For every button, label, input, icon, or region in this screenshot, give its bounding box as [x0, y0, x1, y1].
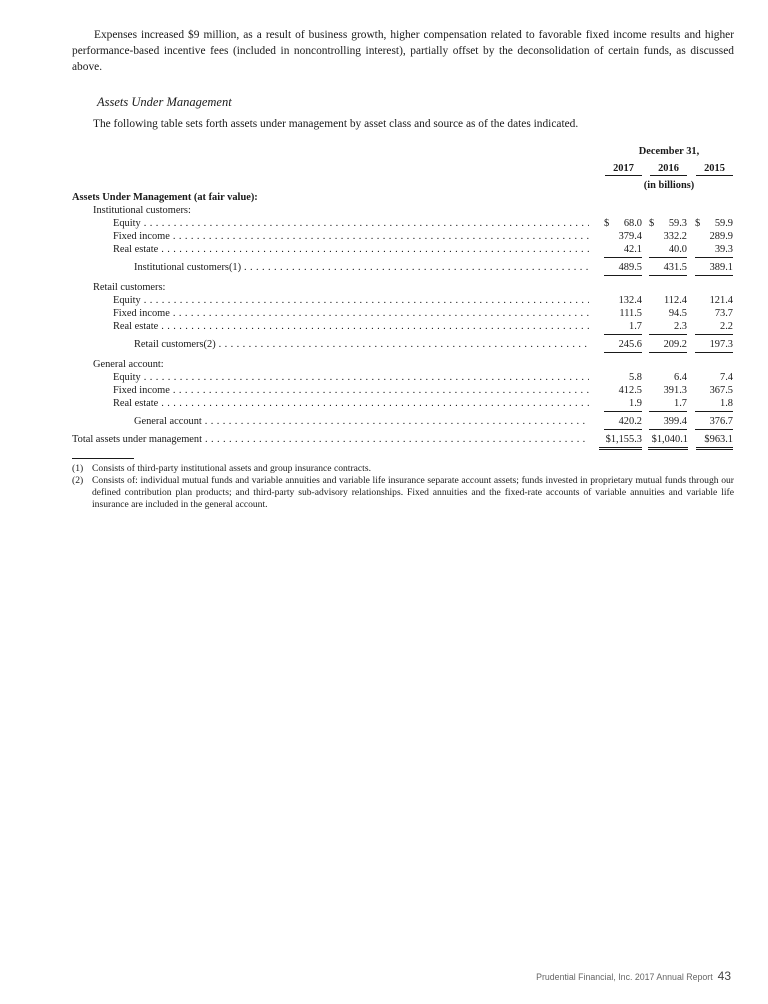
table-row [72, 243, 733, 256]
table-row [72, 384, 733, 397]
value-2015: 39.3 [714, 244, 733, 255]
value-2015: 7.4 [720, 372, 733, 383]
page-footer [536, 969, 731, 983]
value-2015: 59.9 [714, 218, 733, 229]
value-2017: 68.0 [623, 218, 642, 229]
footnote-divider [72, 458, 134, 459]
row-label: Total assets under management . . . [72, 433, 589, 446]
value-2015: 367.5 [709, 385, 733, 396]
value-2017: 1.9 [629, 398, 642, 409]
value-2015: 121.4 [709, 295, 733, 306]
value-2016: 40.0 [668, 244, 687, 255]
value-2016: 399.4 [663, 416, 687, 427]
value-2016: 332.2 [663, 231, 687, 242]
value-2015: 289.9 [709, 231, 733, 242]
currency-symbol: $ [649, 218, 655, 229]
footnote-number: (2) [72, 475, 84, 486]
section-title: Assets Under Management [97, 95, 232, 109]
group-header-retail [72, 281, 733, 294]
value-2017: 379.4 [618, 231, 642, 242]
row-label: Real estate . . . [113, 397, 589, 410]
currency-symbol: $ [695, 218, 701, 229]
grand-total-row [72, 433, 733, 446]
value-2015: 389.1 [709, 262, 733, 273]
row-label: Institutional customers(1) . . . [134, 261, 589, 274]
value-2017: 245.6 [618, 339, 642, 350]
group-label: Retail customers: [93, 282, 166, 293]
table-row [72, 294, 733, 307]
group-header-general [72, 358, 733, 371]
footnote-2 [72, 475, 734, 511]
table-row [72, 371, 733, 384]
value-2017: 1.7 [629, 321, 642, 332]
value-2017: 489.5 [618, 262, 642, 273]
value-2017: 42.1 [623, 244, 642, 255]
row-label: General account . . . [134, 415, 589, 428]
footnote-1 [72, 463, 734, 475]
footer-report-name: Prudential Financial, Inc. 2017 Annual Report [536, 972, 713, 982]
row-label: Equity . . . [113, 217, 589, 230]
value-2016: 6.4 [674, 372, 687, 383]
value-2016: $1,040.1 [651, 434, 688, 445]
value-2017: 132.4 [618, 295, 642, 306]
table-row [72, 320, 733, 333]
value-2015: 1.8 [720, 398, 733, 409]
value-2017: 420.2 [618, 416, 642, 427]
value-2015: 376.7 [709, 416, 733, 427]
section-intro: The following table sets forth assets under management by asset class and source as of the dates indicated. [93, 118, 579, 130]
header-year-2017: 2017 [605, 163, 642, 176]
header-period: December 31, [638, 146, 700, 157]
group-label: General account: [93, 359, 164, 370]
table-title-row [72, 191, 733, 204]
table-row [72, 307, 733, 320]
value-2016: 209.2 [663, 339, 687, 350]
currency-symbol: $ [604, 218, 610, 229]
intro-paragraph: Expenses increased $9 million, as a result of business growth, higher compensation related to favorable fixed income results and higher performance-based incentive fees (included in noncontrolling interest), partially offset by the deconsolidation of certain funds, as discussed above. [72, 29, 734, 73]
value-2015: 197.3 [709, 339, 733, 350]
header-units: (in billions) [643, 180, 695, 191]
value-2016: 2.3 [674, 321, 687, 332]
row-label: Fixed income . . . [113, 307, 589, 320]
value-2017: 5.8 [629, 372, 642, 383]
row-label: Equity . . . [113, 294, 589, 307]
subtotal-row [72, 261, 733, 274]
value-2017: 412.5 [618, 385, 642, 396]
row-label: Retail customers(2) . . . [134, 338, 589, 351]
table-row [72, 230, 733, 243]
row-label: Equity . . . [113, 371, 589, 384]
row-label: Fixed income . . . [113, 230, 589, 243]
value-2016: 1.7 [674, 398, 687, 409]
value-2015: 2.2 [720, 321, 733, 332]
value-2017: 111.5 [619, 308, 642, 319]
value-2016: 112.4 [664, 295, 687, 306]
footnote-number: (1) [72, 463, 84, 474]
subtotal-row [72, 338, 733, 351]
header-year-2016: 2016 [650, 163, 687, 176]
group-header-institutional [72, 204, 733, 217]
value-2016: 94.5 [668, 308, 687, 319]
group-label: Institutional customers: [93, 205, 191, 216]
value-2015: 73.7 [714, 308, 733, 319]
footnote-text: Consists of third-party institutional assets and group insurance contracts. [92, 463, 371, 474]
footnote-text: Consists of: individual mutual funds and variable annuities and variable life insurance separate account assets; funds invested in proprietary mutual funds through our defined contribution plan products; and third-party sub-advisory relationships. Fixed annuities and the fixed-rate accounts of variable annuities and variable life insurance are included in the general account. [92, 475, 734, 510]
value-2015: $963.1 [704, 434, 733, 445]
value-2016: 431.5 [663, 262, 687, 273]
page-number: 43 [717, 969, 731, 983]
value-2016: 59.3 [668, 218, 687, 229]
row-label: Fixed income . . . [113, 384, 589, 397]
subtotal-row [72, 415, 733, 428]
value-2017: $1,155.3 [605, 434, 642, 445]
value-2016: 391.3 [663, 385, 687, 396]
row-label: Real estate . . . [113, 243, 589, 256]
table-row [72, 397, 733, 410]
table-row [72, 217, 733, 230]
row-label: Real estate . . . [113, 320, 589, 333]
header-year-2015: 2015 [696, 163, 733, 176]
table-title: Assets Under Management (at fair value): [72, 192, 258, 203]
